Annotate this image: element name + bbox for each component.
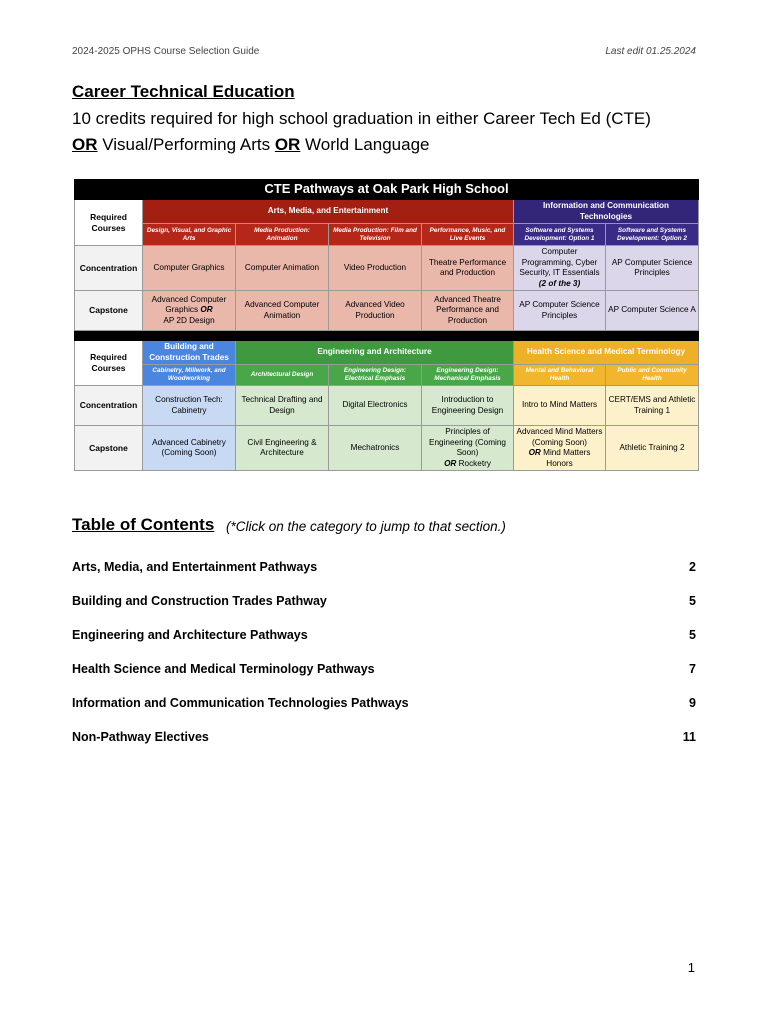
toc-heading: Table of Contents (72, 515, 215, 534)
toc-page-number: 5 (689, 594, 696, 608)
capstone-ea3-a: Principles of Engineering (Coming Soon) (429, 427, 506, 457)
capstone-cell: Advanced Cabinetry (Coming Soon) (143, 426, 236, 471)
concentration-cell: Video Production (329, 246, 422, 291)
concentration-cell: Computer Animation (236, 246, 329, 291)
last-edit-date: Last edit 01.25.2024 (605, 46, 696, 57)
pathway-performance-music-live-events: Performance, Music, and Live Events (422, 224, 514, 246)
pathway-mental-behavioral-health: Mental and Behavioral Health (514, 365, 606, 386)
intro-end: World Language (300, 135, 430, 154)
capstone-hs1-a: Advanced Mind Matters (Coming Soon) (516, 427, 603, 447)
toc-page-number: 2 (689, 560, 696, 574)
pathway-architectural-design: Architectural Design (236, 365, 329, 386)
toc-label: Information and Communication Technologies Pathways (72, 696, 409, 710)
toc-note: (*Click on the category to jump to that section.) (226, 519, 506, 534)
pathway-design-visual-graphic-arts: Design, Visual, and Graphic Arts (143, 224, 236, 246)
pathway-engineering-electrical: Engineering Design: Electrical Emphasis (329, 365, 422, 386)
capstone-cell (422, 426, 514, 471)
capstone-ame1-a: Advanced Computer Graphics (151, 294, 227, 315)
concentration-cell: Digital Electronics (329, 386, 422, 426)
toc-link-ict[interactable] (72, 696, 696, 710)
toc-page-number: 7 (689, 662, 696, 676)
concentration-cell: CERT/EMS and Athletic Training 1 (606, 386, 699, 426)
toc-link-health-science[interactable] (72, 662, 696, 676)
pathway-cabinetry-millwork-woodworking: Cabinetry, Millwork, and Woodworking (143, 365, 236, 386)
capstone-cell: Advanced Theatre Performance and Production (422, 291, 514, 331)
section-title: Career Technical Education (72, 82, 295, 101)
pathway-public-community-health: Public and Community Health (606, 365, 699, 386)
capstone-cell: Civil Engineering & Architecture (236, 426, 329, 471)
intro-mid: Visual/Performing Arts (97, 135, 275, 154)
capstone-label: Capstone (75, 426, 143, 471)
running-header-title: 2024-2025 OPHS Course Selection Guide (72, 46, 260, 57)
capstone-cell: Advanced Video Production (329, 291, 422, 331)
toc-link-non-pathway-electives[interactable] (72, 730, 696, 744)
capstone-ame1-or: OR (200, 305, 213, 315)
intro-line1: 10 credits required for high school graduation in either Career Tech Ed (CTE) (72, 109, 651, 128)
toc-link-arts-media[interactable] (72, 560, 696, 574)
intro-or-2: OR (274, 135, 301, 154)
toc-label: Engineering and Architecture Pathways (72, 628, 308, 642)
concentration-cell: Intro to Mind Matters (514, 386, 606, 426)
capstone-cell: Mechatronics (329, 426, 422, 471)
toc-page-number: 5 (689, 628, 696, 642)
capstone-cell (514, 426, 606, 471)
pathway-engineering-mechanical: Engineering Design: Mechanical Emphasis (422, 365, 514, 386)
concentration-label: Concentration (75, 386, 143, 426)
concentration-cell: Construction Tech: Cabinetry (143, 386, 236, 426)
concentration-cell: Technical Drafting and Design (236, 386, 329, 426)
group-ict: Information and Communication Technologies (514, 200, 699, 224)
required-courses-header: Required Courses (75, 200, 143, 246)
toc-link-engineering-architecture[interactable] (72, 628, 696, 642)
pathway-media-animation: Media Production: Animation (236, 224, 329, 246)
concentration-cell: Computer Graphics (143, 246, 236, 291)
concentration-label: Concentration (75, 246, 143, 291)
toc-page-number: 9 (689, 696, 696, 710)
capstone-cell: Advanced Computer Animation (236, 291, 329, 331)
concentration-cell: Introduction to Engineering Design (422, 386, 514, 426)
concentration-cell (514, 246, 606, 291)
toc-label: Non-Pathway Electives (72, 730, 209, 744)
toc-label: Arts, Media, and Entertainment Pathways (72, 560, 318, 574)
capstone-ame1-b: AP 2D Design (163, 315, 215, 325)
capstone-cell: Athletic Training 2 (606, 426, 699, 471)
capstone-hs1-b: Mind Matters Honors (540, 448, 591, 468)
table-title: CTE Pathways at Oak Park High School (75, 180, 699, 200)
capstone-hs1-or: OR (528, 448, 541, 457)
required-courses-header: Required Courses (75, 341, 143, 386)
capstone-ea3-or: OR (444, 458, 457, 468)
concentration-ict1-text: Computer Programming, Cyber Security, IT Essentials (519, 247, 600, 277)
toc-label: Health Science and Medical Terminology Pathways (72, 662, 375, 676)
pathway-software-option-1: Software and Systems Development: Option 1 (514, 224, 606, 246)
capstone-cell: AP Computer Science Principles (514, 291, 606, 331)
concentration-cell: Theatre Performance and Production (422, 246, 514, 291)
intro-or-1: OR (72, 135, 98, 154)
toc-link-building-construction[interactable] (72, 594, 696, 608)
capstone-cell: AP Computer Science A (606, 291, 699, 331)
pathway-media-film-television: Media Production: Film and Television (329, 224, 422, 246)
group-engineering-architecture: Engineering and Architecture (236, 341, 514, 365)
toc-page-number: 11 (682, 730, 696, 744)
concentration-cell: AP Computer Science Principles (606, 246, 699, 291)
capstone-ea3-b: Rocketry (456, 458, 491, 468)
intro-paragraph (72, 106, 712, 158)
table-separator (75, 331, 699, 341)
page-number: 1 (687, 960, 695, 975)
group-health-science: Health Science and Medical Terminology (514, 341, 699, 365)
concentration-ict1-note: (2 of the 3) (538, 278, 581, 288)
group-building-construction: Building and Construction Trades (143, 341, 236, 365)
toc-label: Building and Construction Trades Pathway (72, 594, 327, 608)
group-arts-media-entertainment: Arts, Media, and Entertainment (143, 200, 514, 224)
capstone-label: Capstone (75, 291, 143, 331)
pathway-software-option-2: Software and Systems Development: Option 2 (606, 224, 699, 246)
cte-pathways-table (74, 179, 699, 471)
capstone-cell (143, 291, 236, 331)
